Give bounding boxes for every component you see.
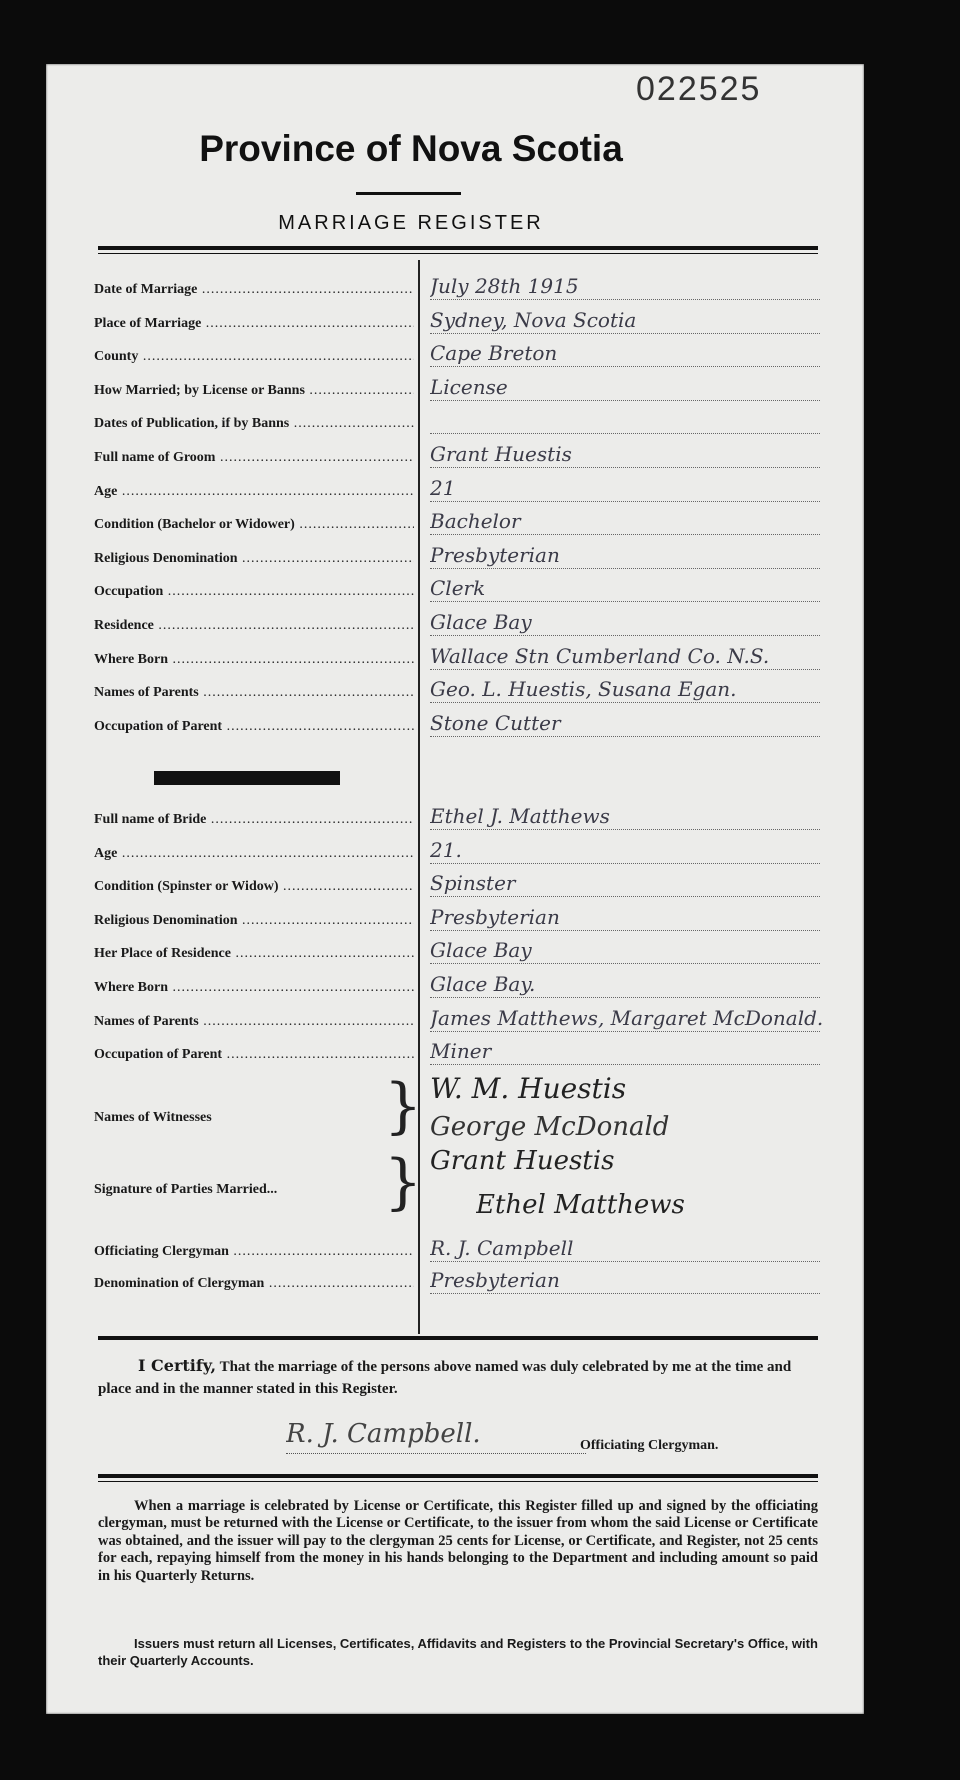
certify-text: That the marriage of the persons above named was duly celebrated by me at the time and place and in the manner stated in this Register. [98,1359,792,1397]
groom-field-value: Clerk [430,576,486,601]
clergy-field-label: Denomination of Clergyman ..... [94,1276,414,1296]
groom-field-value: Sydney, Nova Scotia [430,307,637,332]
groom-field-label: Dates of Publication, if by Banns ..... [94,416,414,436]
groom-field-label: Condition (Bachelor or Widower) ..... [94,517,414,537]
bride-field-value: Presbyterian [430,904,560,929]
bride-field-value: Ethel J. Matthews [430,804,610,828]
bride-field-label: Age ..... [94,846,414,866]
groom-field-value: Cape Breton [430,341,558,366]
bride-field-value: Glace Bay [430,938,532,963]
groom-field-value: License [430,374,508,399]
section-separator-bar [154,771,340,785]
clergy-field-value: R. J. Campbell [430,1236,574,1260]
witness-2-signature: George McDonald [430,1112,670,1142]
groom-signature: Grant Huestis [430,1146,615,1176]
clergy-field-label: Officiating Clergyman ..... [94,1244,414,1264]
groom-field-label: Occupation of Parent ..... [94,719,414,739]
header-divider-thin [98,253,818,254]
footer-divider-thin [98,1481,818,1482]
groom-field-label: Date of Marriage ..... [94,282,414,302]
groom-field-value: Stone Cutter [430,710,561,735]
footer-divider [98,1474,818,1478]
groom-field-label: Residence ..... [94,618,414,638]
parties-brace: } [384,1147,423,1217]
groom-field-label: Names of Parents ..... [94,685,414,705]
signature-caption: Officiating Clergyman. [580,1438,719,1453]
bride-field-label: Full name of Bride ..... [94,812,414,832]
groom-field-label: County ..... [94,349,414,369]
groom-field-label: Religious Denomination ..... [94,551,414,571]
witness-1-signature: W. M. Huestis [430,1072,627,1105]
bride-field-value: Miner [430,1039,492,1064]
groom-field-label: Full name of Groom ..... [94,450,414,470]
groom-field-label: Occupation ..... [94,584,414,604]
return-instructions: When a marriage is celebrated by License or Certificate, this Register filled up and signed by the officiating clergyman, must be returned with the License or Certificate, to the issuer from whom the said License or Certificate was obtained, and the issuer will pay to the clergyman 25 cents for License, or Certificate, and Register, not 25 cents for each, repaying himself from the money in his hands belonging to the Department and including amount so paid in his Quarterly Returns. [98,1498,818,1584]
groom-field-value: 21 [430,475,456,500]
groom-field-value: Bachelor [430,509,521,534]
bride-field-value: Glace Bay. [430,972,536,996]
groom-field-value: Wallace Stn Cumberland Co. N.S. [430,643,770,668]
groom-field-value: July 28th 1915 [430,274,579,298]
bride-signature: Ethel Matthews [476,1190,685,1220]
parties-label: Signature of Parties Married... [94,1182,278,1197]
form-title: Province of Nova Scotia [199,128,623,169]
title-underline [356,192,461,195]
bride-field-label: Condition (Spinster or Widow) ..... [94,879,414,899]
bride-field-label: Religious Denomination ..... [94,913,414,933]
bride-field-value: James Matthews, Margaret McDonald. [430,1005,824,1030]
bride-field-value: 21. [430,837,462,862]
certification-statement [98,1354,818,1401]
clergyman-signature: R. J. Campbell. [286,1419,586,1454]
groom-field-label: Age ..... [94,484,414,504]
issuers-note: Issuers must return all Licenses, Certificates, Affidavits and Registers to the Provincial Secretary's Office, with their Quarterly Accounts. [98,1636,818,1668]
certify-heading: I Certify, [138,1356,217,1375]
groom-field-value: Presbyterian [430,542,560,567]
marriage-register-form [46,64,864,1714]
groom-field-label: How Married; by License or Banns ..... [94,383,414,403]
clergy-field-value: Presbyterian [430,1268,560,1292]
witnesses-brace: } [384,1071,423,1141]
witnesses-label: Names of Witnesses [94,1110,212,1125]
groom-field-value: Glace Bay [430,610,532,634]
bride-field-value: Spinster [430,871,516,896]
serial-number: 022525 [636,70,762,108]
form-subtitle: MARRIAGE REGISTER [278,212,544,234]
groom-field-label: Where Born ..... [94,652,414,672]
bride-field-label: Where Born ..... [94,980,414,1000]
bride-field-label: Names of Parents ..... [94,1014,414,1034]
bride-field-label: Occupation of Parent ..... [94,1047,414,1067]
header-divider [98,246,818,250]
body-divider [98,1336,818,1340]
groom-field-value: Grant Huestis [430,442,572,466]
bride-field-label: Her Place of Residence ..... [94,946,414,966]
groom-field-label: Place of Marriage ..... [94,316,414,336]
groom-field-value: Geo. L. Huestis, Susana Egan. [430,677,737,702]
groom-field-value [430,408,830,434]
